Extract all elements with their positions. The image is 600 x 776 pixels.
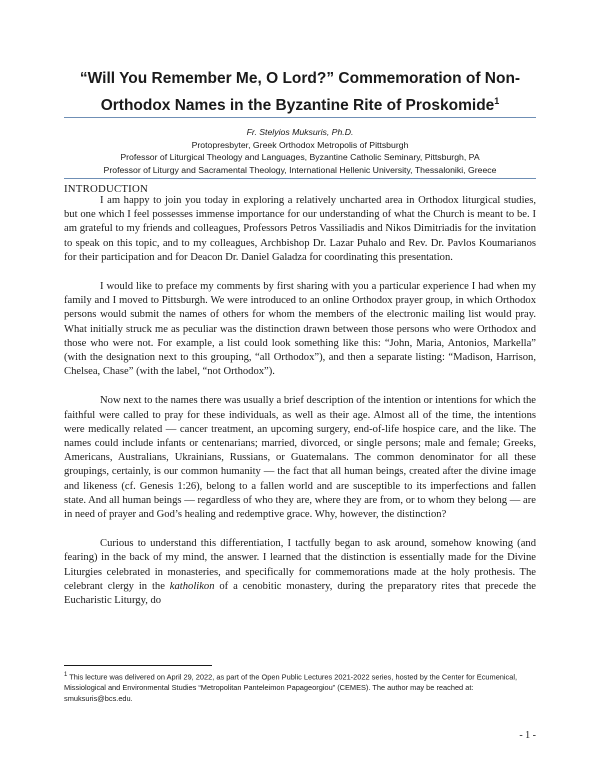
- paragraph: I am happy to join you today in exploring a relatively uncharted area in Orthodox liturgical studies, but one which I feel possesses immense importance for our understanding of what the Church is meant to be. I am grateful to my friends and colleagues, Professors Petros Vassiliadis and Nikos Dimitriadis for the invitation to speak on this topic, and to my colleagues, Archbishop Dr. Lazar Puhalo and Rev. Dr. Pavlos Koumarianos for their participation and for Deacon Dr. Daniel Galadza for coordinating this presentation.: [64, 195, 536, 263]
- italic-term: katholikon: [169, 580, 215, 592]
- author-name: Fr. Stelyios Muksuris, Ph.D.: [246, 127, 354, 137]
- title-divider-top: [64, 117, 536, 118]
- author-affiliation: Professor of Liturgical Theology and Languages, Byzantine Catholic Seminary, Pittsburgh, PA: [120, 152, 480, 162]
- footnote-mark: 1: [64, 672, 68, 678]
- footnote-separator: [64, 665, 212, 666]
- author-affiliation: Protopresbyter, Greek Orthodox Metropolis of Pittsburgh: [191, 139, 409, 150]
- section-heading: INTRODUCTION: [64, 183, 148, 195]
- author-block: [40, 126, 560, 176]
- body-text: [64, 194, 536, 623]
- paragraph: I would like to preface my comments by first sharing with you a particular experience I had when my family and I moved to Pittsburgh. We were introduced to an online Orthodox prayer group, in which Orthodox persons would submit the names of others for whom the members of the electronic mailing list would pray. What initially struck me as peculiar was the distinction drawn between those persons who were Orthodox and those who were not. For example, a list could look something like this: “John, Maria, Antonios, Markella” (with the designation next to this grouping, “all Orthodox”), and then a separate listing: “Madison, Harrison, Chelsea, Chase” (with the label, “not Orthodox”).: [64, 281, 536, 378]
- page-number: - 1 -: [519, 730, 536, 741]
- paragraph-text: of a cenobitic monastery, during the preparatory rites that precede the Eucharistic Liturgy, do: [64, 580, 536, 607]
- paper-title: [60, 68, 540, 117]
- paragraph: [64, 537, 536, 608]
- title-text: “Will You Remember Me, O Lord?” Commemoration of Non-Orthodox Names in the Byzantine Rite of Proskomide: [79, 70, 521, 115]
- footnote: [64, 670, 536, 704]
- footnote-text: This lecture was delivered on April 29, 2022, as part of the Open Public Lectures 2021-2022 series, hosted by the Center for Ecumenical, Missiological and Environmental Studies “Metropolitan Panteleimon Papageorgiou” (CEMES). The author may be reached at: smuksuris@bcs.edu.: [64, 672, 518, 704]
- author-affiliation: Professor of Liturgy and Sacramental Theology, International Hellenic University, Thessaloniki, Greece: [103, 164, 497, 175]
- paragraph: Now next to the names there was usually a brief description of the intention or intentions for which the faithful were called to pray for these individuals, as well as their age. Almost all of the time, the intentions were medically related — cancer treatment, an upcoming surgery, end-of-life hospice care, and the like. The names could include infants or centenarians; married, divorced, or single persons; male and female; Greeks, Americans, Australians, Ukrainians, Russians, or Guatemalans. The common denominator for all these groupings, certainly, is our common humanity — the fact that all human beings, created after the divine image and likeness (cf. Genesis 1:26), belong to a fallen world and are susceptible to its imperfections and fallen state. And all human beings — regardless of who they are, where they are from, or to whom they belong — are in need of prayer and God’s healing and redemptive grace. Why, however, the distinction?: [64, 395, 536, 521]
- author-divider: [64, 178, 536, 179]
- paragraph-text: Curious to understand this differentiation, I tactfully began to ask around, somehow knowing (and fearing) in the back of my mind, the answer. I learned that the distinction is essentially made for the Divine Liturgies celebrated in monasteries, and specifically for commemorations made at the holy prothesis. The celebrant clergy in the: [64, 538, 536, 592]
- title-footnote-mark[interactable]: 1: [494, 96, 500, 106]
